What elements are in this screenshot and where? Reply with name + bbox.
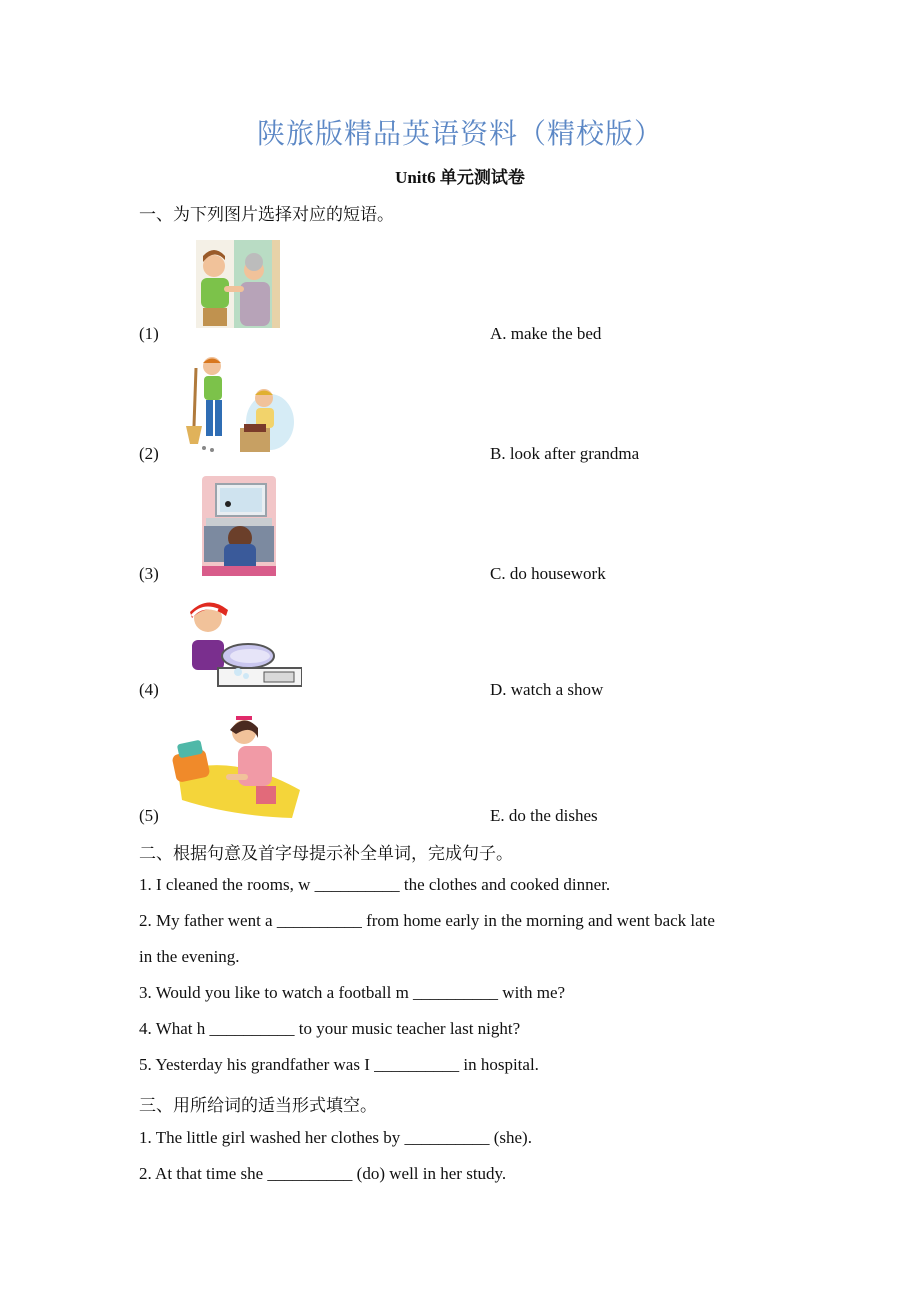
- option-d: D. watch a show: [490, 680, 604, 699]
- option-b: B. look after grandma: [490, 444, 640, 463]
- option-e: E. do the dishes: [490, 806, 598, 825]
- item-2-number: (2): [139, 444, 159, 463]
- section-2-line-1: 1. I cleaned the rooms, w __________ the clothes and cooked dinner.: [139, 875, 611, 894]
- section-2-line-2-cont: in the evening.: [139, 947, 240, 966]
- section-2-line-4: 4. What h __________ to your music teacher last night?: [139, 1019, 521, 1038]
- section-2-line-3: 3. Would you like to watch a football m __________ with me?: [139, 983, 566, 1002]
- item-1-number: (1): [139, 324, 159, 343]
- boy-washing-dishes-picture: [178, 596, 302, 696]
- item-3-number: (3): [139, 564, 159, 583]
- kid-watching-tv-picture: [200, 474, 278, 578]
- woman-making-bed-picture: [172, 712, 306, 822]
- section-2-line-5: 5. Yesterday his grandfather was I __________ in hospital.: [139, 1055, 539, 1074]
- document-title: 陕旅版精品英语资料（精校版）: [256, 117, 663, 150]
- item-4-number: (4): [139, 680, 159, 699]
- item-5-number: (5): [139, 806, 159, 825]
- section-3-line-1: 1. The little girl washed her clothes by __________ (she).: [139, 1128, 532, 1147]
- option-c: C. do housework: [490, 564, 606, 583]
- kids-sweeping-picture: [182, 354, 294, 456]
- section-3-heading: 三、用所给词的适当形式填空。: [139, 1096, 377, 1116]
- boy-helping-grandma-picture: [196, 240, 280, 328]
- unit-subtitle: Unit6 单元测试卷: [395, 168, 525, 187]
- section-3-line-2: 2. At that time she __________ (do) well in her study.: [139, 1164, 507, 1183]
- section-1-heading: 一、为下列图片选择对应的短语。: [139, 205, 394, 225]
- section-2-line-2: 2. My father went a __________ from home early in the morning and went back late: [139, 911, 715, 930]
- section-2-heading: 二、根据句意及首字母提示补全单词，完成句子。: [139, 844, 513, 864]
- option-a: A. make the bed: [490, 324, 602, 343]
